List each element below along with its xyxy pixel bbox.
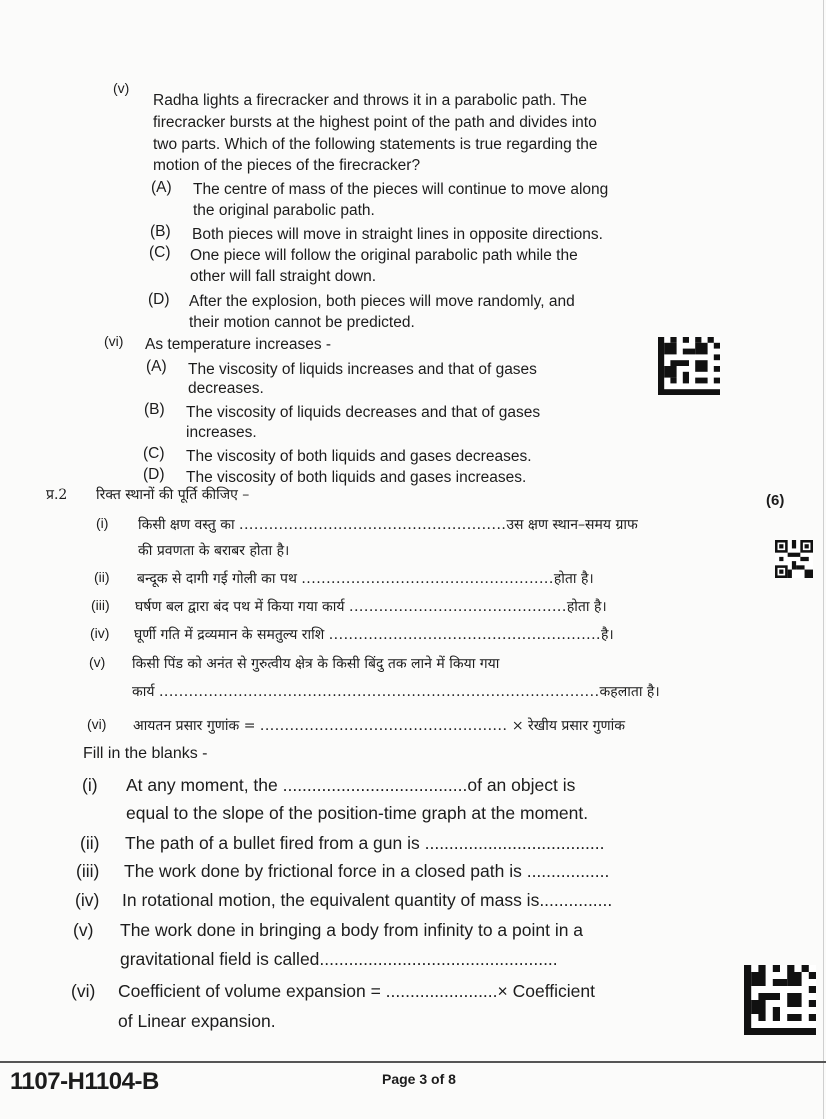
item-text: equal to the slope of the position-time graph at the moment.	[126, 803, 589, 823]
item-text: The work done in bringing a body from infinity to a point in a	[120, 920, 584, 940]
item-label: (iv)	[90, 625, 110, 641]
item-label: (i)	[96, 515, 109, 531]
question-number: (v)	[113, 80, 130, 96]
section-title: रिक्त स्थानों की पूर्ति कीजिए –	[96, 487, 250, 503]
item-text: घूर्णी गति में द्रव्यमान के समतुल्य राशि .......................................................है।	[134, 627, 614, 643]
item-text: gravitational field is called.................................................	[120, 949, 558, 969]
item-text: The path of a bullet fired from a gun is .....................................	[125, 833, 605, 853]
option-text: One piece will follow the original parabolic path while the	[190, 247, 578, 264]
item-label: (iv)	[75, 890, 100, 910]
item-label: (v)	[73, 920, 94, 940]
option-label: (A)	[146, 358, 167, 375]
option-text: their motion cannot be predicted.	[189, 314, 415, 331]
item-label: (iii)	[76, 861, 100, 881]
item-text: of Linear expansion.	[118, 1011, 276, 1031]
datamatrix-code-icon	[744, 965, 816, 1035]
option-label: (D)	[143, 466, 165, 483]
option-text: The centre of mass of the pieces will continue to move along	[193, 181, 609, 198]
item-label: (vi)	[87, 716, 107, 732]
page-number: Page 3 of 8	[382, 1071, 456, 1087]
footer-divider	[0, 1061, 826, 1063]
item-label: (vi)	[71, 981, 96, 1001]
item-text: घर्षण बल द्वारा बंद पथ में किया गया कार्य ............................................होता है।	[135, 599, 607, 615]
item-label: (i)	[82, 775, 98, 795]
question-number: (vi)	[104, 333, 124, 349]
option-text: The viscosity of both liquids and gases increases.	[186, 469, 527, 486]
question-stem-line: Radha lights a firecracker and throws it in a parabolic path. The	[153, 92, 587, 109]
option-text: decreases.	[188, 380, 264, 397]
option-text: The viscosity of both liquids and gases decreases.	[186, 448, 532, 465]
datamatrix-code-icon	[658, 337, 720, 395]
option-text: the original parabolic path.	[193, 202, 375, 219]
item-text: At any moment, the ......................................of an object is	[126, 775, 576, 795]
option-text: Both pieces will move in straight lines in opposite directions.	[192, 226, 603, 243]
page-edge	[823, 0, 824, 1119]
item-text: Coefficient of volume expansion = .......................× Coefficient	[118, 981, 595, 1001]
option-text: The viscosity of liquids decreases and that of gases	[186, 404, 541, 421]
item-label: (ii)	[94, 569, 110, 585]
item-text: आयतन प्रसार गुणांक = .................................................. × रेखीय प्रसार गुणांक	[133, 718, 626, 734]
option-label: (D)	[148, 291, 170, 308]
item-label: (ii)	[80, 833, 100, 853]
item-text: In rotational motion, the equivalent quantity of mass is...............	[122, 890, 613, 910]
item-text: बन्दूक से दागी गई गोली का पथ ...................................................होता है।	[137, 571, 594, 587]
option-label: (C)	[143, 445, 165, 462]
item-text: किसी क्षण वस्तु का ......................................................उस क्षण स्थान–समय ग्राफ	[138, 517, 638, 533]
section-title: Fill in the blanks -	[83, 745, 208, 762]
option-text: After the explosion, both pieces will move randomly, and	[189, 293, 575, 310]
item-text: The work done by frictional force in a closed path is .................	[124, 861, 610, 881]
option-text: The viscosity of liquids increases and that of gases	[188, 361, 537, 378]
marks-label: (6)	[766, 492, 785, 509]
item-text: किसी पिंड को अनंत से गुरुत्वीय क्षेत्र के किसी बिंदु तक लाने में किया गया	[132, 656, 500, 672]
option-label: (C)	[149, 244, 171, 261]
item-text: की प्रवणता के बराबर होता है।	[138, 543, 290, 559]
option-label: (B)	[150, 223, 171, 240]
question-stem-line: firecracker bursts at the highest point of the path and divides into	[153, 114, 597, 131]
option-label: (B)	[144, 401, 165, 418]
question-number: प्र.2	[46, 487, 68, 503]
option-text: increases.	[186, 424, 257, 441]
option-text: other will fall straight down.	[190, 268, 377, 285]
item-label: (v)	[89, 654, 106, 670]
option-label: (A)	[151, 179, 172, 196]
question-stem-line: motion of the pieces of the firecracker?	[153, 157, 421, 174]
question-stem-line: two parts. Which of the following statements is true regarding the	[153, 136, 598, 153]
qr-code-icon	[775, 540, 813, 578]
item-text: कार्य .........................................................................................कहलाता है।	[132, 684, 660, 700]
paper-code: 1107-H1104-B	[10, 1068, 159, 1095]
question-stem: As temperature increases -	[145, 336, 332, 353]
item-label: (iii)	[91, 597, 110, 613]
